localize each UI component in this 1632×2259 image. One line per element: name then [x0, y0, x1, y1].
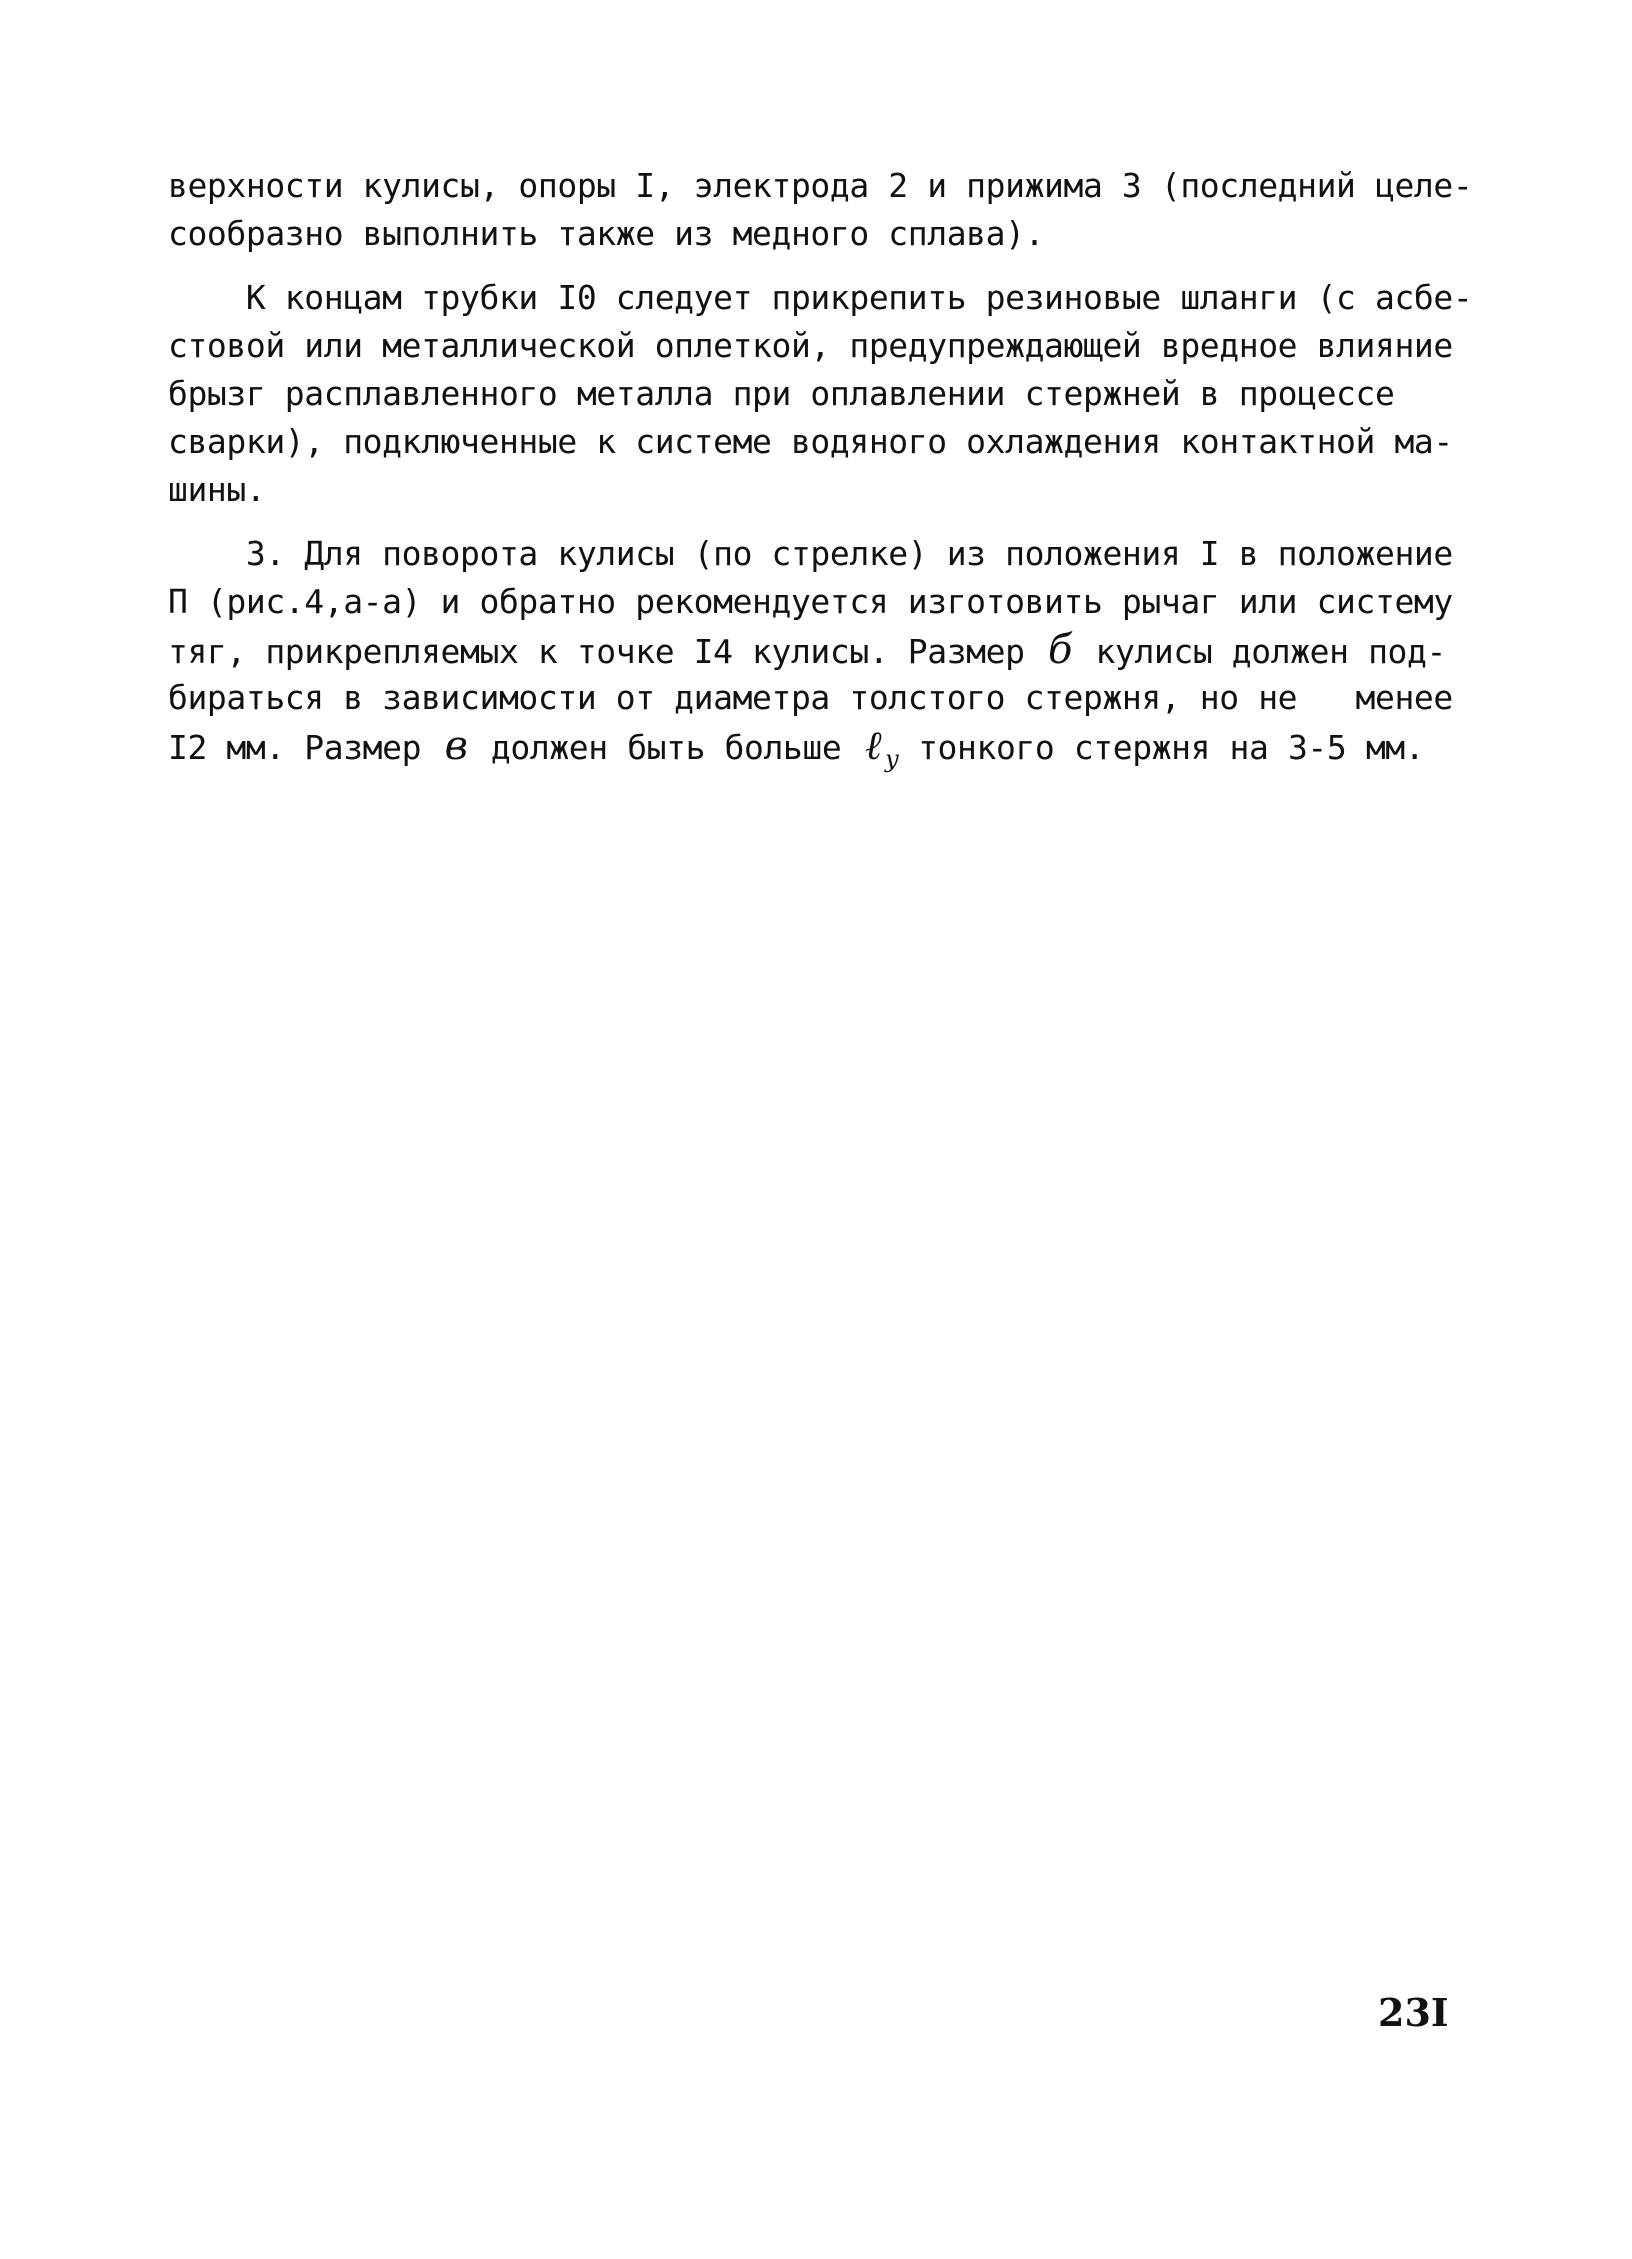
text-fragment: тонкого стержня на 3-5 мм.	[898, 728, 1425, 767]
handwritten-symbol-l: ℓ	[864, 723, 882, 769]
text-line-with-symbols	[168, 722, 1478, 773]
text-fragment: тяг, прикрепляемых к точке I4 кулисы. Размер	[168, 632, 1045, 671]
text-line: шины.	[168, 470, 266, 509]
paragraph-2	[168, 274, 1478, 514]
text-line: верхности кулисы, опоры I, электрода 2 и прижима 3 (последний целе-	[168, 166, 1473, 205]
handwritten-symbol-delta: б	[1048, 627, 1073, 673]
text-line: стовой или металлической оплеткой, предупреждающей вредное влияние	[168, 326, 1453, 365]
paragraph-3	[168, 530, 1478, 773]
page-number: 23I	[1378, 1990, 1449, 2035]
body-text	[168, 162, 1478, 773]
text-line: сообразно выполнить также из медного сплава).	[168, 214, 1045, 253]
text-fragment: кулисы должен под-	[1076, 632, 1446, 671]
text-line: сварки), подключенные к системе водяного охлаждения контактной ма-	[168, 422, 1453, 461]
text-fragment: должен быть больше	[471, 728, 861, 767]
text-line: К концам трубки I0 следует прикрепить резиновые шланги (с асбе-	[168, 278, 1473, 317]
paragraph-gap	[168, 258, 1478, 274]
text-line: 3. Для поворота кулисы (по стрелке) из положения I в положение	[168, 534, 1453, 573]
text-line: бираться в зависимости от диаметра толстого стержня, но не менее	[168, 678, 1453, 717]
paragraph-1	[168, 162, 1478, 258]
handwritten-symbol-b: в	[444, 723, 468, 769]
text-line: брызг расплавленного металла при оплавлении стержней в процессе	[168, 374, 1395, 413]
text-line-with-symbol	[168, 626, 1478, 674]
paragraph-gap	[168, 514, 1478, 530]
text-line: П (рис.4,а-а) и обратно рекомендуется изготовить рычаг или систему	[168, 582, 1453, 621]
handwritten-subscript-y: у	[885, 745, 899, 773]
text-fragment: I2 мм. Размер	[168, 728, 441, 767]
